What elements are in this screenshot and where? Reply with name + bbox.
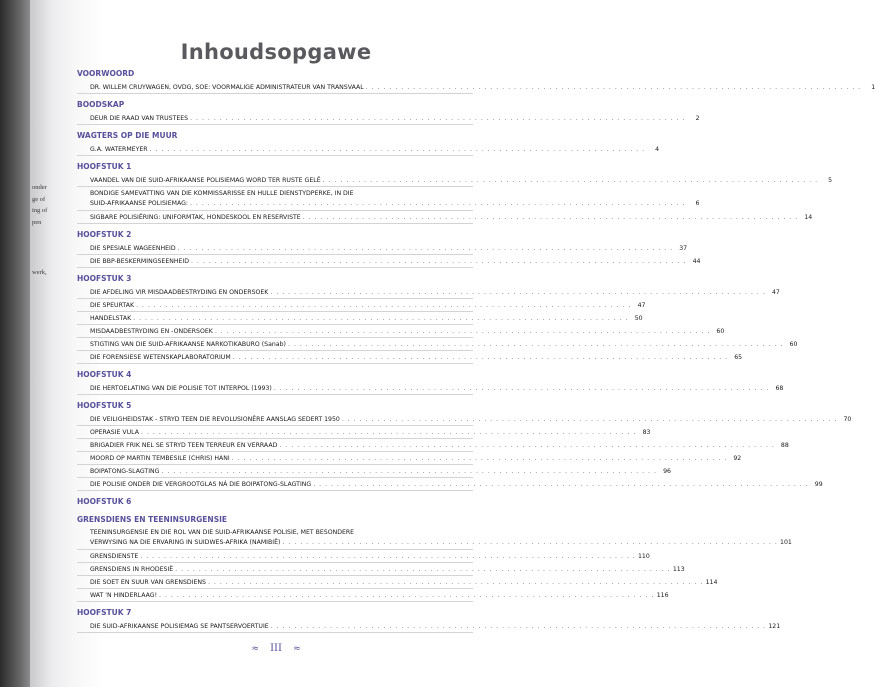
margin-fragment: onder: [32, 184, 47, 191]
entry-page-number: 101: [780, 539, 792, 546]
toc-entry: [77, 589, 669, 602]
toc-entry: [77, 143, 660, 156]
leader-dots: . . . . . . . . . . . . . . . . . . . . . . . . . . . . . . . . . . . . . . . . . . . . . . . . . . . . . . . . . . . . . . . . . . . . . . . . . . . . . . . . . . . .: [133, 314, 629, 322]
leader-dots: . . . . . . . . . . . . . . . . . . . . . . . . . . . . . . . . . . . . . . . . . . . . . . . . . . . . . . . . . . . . . . . . . . . . . . . . . . . . . . . . . . . .: [161, 467, 657, 475]
table-of-contents: [77, 66, 875, 636]
toc-entry: [77, 187, 700, 211]
entry-page-number: 83: [642, 428, 651, 436]
toc-section: [77, 605, 781, 633]
toc-entry: [77, 112, 700, 125]
entry-label: MOORD OP MARTIN TEMBESILE (CHRIS) HANI: [90, 454, 230, 462]
entry-page-number: 60: [716, 327, 725, 335]
leader-dots: . . . . . . . . . . . . . . . . . . . . . . . . . . . . . . . . . . . . . . . . . . . . . . . . . . . . . . . . . . . . . . . . . . . . . . . . . . . . . . . . . . . .: [191, 257, 687, 265]
leader-dots: . . . . . . . . . . . . . . . . . . . . . . . . . . . . . . . . . . . . . . . . . . . . . . . . . . . . . . . . . . . . . . . . . . . . . . . . . . . . . . . . . . . .: [175, 566, 671, 573]
toc-entry: [77, 439, 789, 452]
toc-entry: [77, 325, 725, 338]
entry-label: G.A. WATERMEYER: [90, 146, 148, 153]
leader-dots: . . . . . . . . . . . . . . . . . . . . . . . . . . . . . . . . . . . . . . . . . . . . . . . . . . . . . . . . . . . . . . . . . . . . . . . . . . . . . . . . . . . .: [141, 428, 637, 436]
entry-label-continued: VERWYSING NA DIE ERVARING IN SUIDWES-AFRIKA (NAMIBIË): [90, 539, 281, 546]
entry-page-number: 60: [789, 340, 798, 348]
entry-label: DIE FORENSIESE WETENSKAPLABORATORIUM: [90, 353, 231, 361]
entry-label: DIE SOET EN SUUR VAN GRENSDIENS: [90, 579, 206, 586]
page-footer: [52, 643, 500, 654]
leader-dots: . . . . . . . . . . . . . . . . . . . . . . . . . . . . . . . . . . . . . . . . . . . . . . . . . . . . . . . . . . . . . . . . . . . . . . . . . . . . . . . . . . . .: [279, 441, 775, 449]
section-heading: HOOFSTUK 6: [77, 496, 132, 506]
toc-entry: [77, 478, 823, 491]
entry-page-number: 5: [828, 177, 833, 184]
toc-entry: [77, 338, 798, 351]
entry-label: DEUR DIE RAAD VAN TRUSTEES: [90, 115, 189, 122]
entry-label: BOIPATONG-SLAGTING: [90, 467, 160, 475]
toc-entry: [77, 81, 875, 94]
toc-entry: [77, 299, 646, 312]
toc-section: [77, 97, 700, 125]
toc-entry: [77, 527, 792, 551]
entry-line-2: [90, 199, 700, 209]
entry-page-number: 110: [637, 553, 650, 560]
ornament-left-icon: ≈: [251, 644, 259, 654]
entry-label: STIGTING VAN DIE SUID-AFRIKAANSE NARKOTIKABURO (Sanab): [90, 340, 286, 348]
leader-dots: . . . . . . . . . . . . . . . . . . . . . . . . . . . . . . . . . . . . . . . . . . . . . . . . . . . . . . . . . . . . . . . . . . . . . . . . . . . . . . . . . . . .: [282, 539, 778, 546]
entry-page-number: 114: [705, 579, 718, 586]
ornament-right-icon: ≈: [293, 644, 301, 654]
section-heading: HOOFSTUK 1: [77, 162, 132, 171]
leader-dots: . . . . . . . . . . . . . . . . . . . . . . . . . . . . . . . . . . . . . . . . . . . . . . . . . . . . . . . . . . . . . . . . . . . . . . . . . . . . . . . . . . . .: [287, 340, 784, 348]
toc-entry: [77, 550, 650, 563]
toc-entry: [77, 563, 685, 576]
toc-section: [77, 512, 792, 603]
entry-page-number: 99: [814, 480, 823, 488]
leader-dots: . . . . . . . . . . . . . . . . . . . . . . . . . . . . . . . . . . . . . . . . . . . . . . . . . . . . . . . . . . . . . . . . . . . . . . . . . . . . . . . . . . . .: [207, 579, 704, 586]
leader-dots: . . . . . . . . . . . . . . . . . . . . . . . . . . . . . . . . . . . . . . . . . . . . . . . . . . . . . . . . . . . . . . . . . . . . . . . . . . . . . . . . . . . .: [341, 415, 838, 423]
toc-section: [77, 398, 852, 491]
toc-entry: [77, 620, 781, 633]
section-heading: WAGTERS OP DIE MUUR: [77, 131, 178, 140]
margin-fragment: ing of: [32, 207, 48, 214]
toc-entry: [77, 312, 643, 325]
leader-dots: . . . . . . . . . . . . . . . . . . . . . . . . . . . . . . . . . . . . . . . . . . . . . . . . . . . . . . . . . . . . . . . . . . . . . . . . . . . . . . . . . . . .: [270, 623, 767, 630]
entry-page-number: 1: [871, 84, 875, 91]
toc-section: [77, 66, 875, 94]
section-heading: BOODSKAP: [77, 100, 125, 109]
entry-page-number: 2: [695, 115, 700, 122]
leader-dots: . . . . . . . . . . . . . . . . . . . . . . . . . . . . . . . . . . . . . . . . . . . . . . . . . . . . . . . . . . . . . . . . . . . . . . . . . . . . . . . . . . . .: [270, 288, 766, 296]
toc-entry: [77, 174, 833, 187]
page-number: III: [270, 643, 282, 654]
leader-dots: . . . . . . . . . . . . . . . . . . . . . . . . . . . . . . . . . . . . . . . . . . . . . . . . . . . . . . . . . . . . . . . . . . . . . . . . . . . . . . . . . . . .: [365, 84, 862, 91]
toc-entry: [77, 351, 743, 364]
leader-dots: . . . . . . . . . . . . . . . . . . . . . . . . . . . . . . . . . . . . . . . . . . . . . . . . . . . . . . . . . . . . . . . . . . . . . . . . . . . . . . . . . . . .: [189, 199, 686, 207]
entry-page-number: 92: [733, 454, 742, 462]
section-heading: HOOFSTUK 2: [77, 229, 132, 239]
toc-entry: [77, 452, 742, 465]
entry-page-number: 37: [679, 244, 688, 252]
toc-section: [77, 271, 798, 364]
toc-entry: [77, 413, 852, 426]
entry-page-number: 14: [804, 213, 813, 221]
entry-label: VAANDEL VAN DIE SUID-AFRIKAANSE POLISIEMAG WORD TER RUSTE GELÊ: [90, 177, 321, 184]
toc-entry: [77, 426, 651, 439]
entry-label: BRIGADIER FRIK NEL SE STRYD TEEN TERREUR EN VERRAAD: [90, 441, 278, 449]
entry-label: HANDELSTAK: [90, 314, 132, 322]
entry-page-number: 65: [734, 353, 743, 361]
section-heading: HOOFSTUK 3: [77, 273, 132, 283]
toc-entry: [77, 286, 780, 299]
entry-label: DIE SPESIALE WAGEENHEID: [90, 244, 176, 252]
leader-dots: . . . . . . . . . . . . . . . . . . . . . . . . . . . . . . . . . . . . . . . . . . . . . . . . . . . . . . . . . . . . . . . . . . . . . . . . . . . . . . . . . . . .: [159, 592, 655, 599]
section-heading: VOORWOORD: [77, 69, 135, 78]
section-heading: HOOFSTUK 4: [77, 369, 132, 379]
toc-entry: [77, 242, 688, 255]
entry-page-number: 113: [672, 566, 685, 573]
margin-fragment: ge of: [32, 196, 46, 203]
leader-dots: . . . . . . . . . . . . . . . . . . . . . . . . . . . . . . . . . . . . . . . . . . . . . . . . . . . . . . . . . . . . . . . . . . . . . . . . . . . . . . . . . . . .: [322, 177, 819, 184]
entry-label: DIE SUID-AFRIKAANSE POLISIEMAG SE PANTSERVOERTUIE: [90, 623, 269, 630]
leader-dots: . . . . . . . . . . . . . . . . . . . . . . . . . . . . . . . . . . . . . . . . . . . . . . . . . . . . . . . . . . . . . . . . . . . . . . . . . . . . . . . . . . . .: [190, 115, 686, 122]
entry-label: DIE POLISIE ONDER DIE VERGROOTGLAS NÁ DIE BOIPATONG-SLAGTING: [90, 480, 312, 488]
entry-label: BONDIGE SAMEVATTING VAN DIE KOMMISSARISSE EN HULLE DIENSTYDPERKE, IN DIE: [90, 189, 354, 197]
entry-page-number: 121: [768, 623, 781, 630]
entry-label: TEENINSURGENSIE EN DIE ROL VAN DIE SUID-AFRIKAANSE POLISIE, MET BESONDERE: [90, 529, 355, 536]
entry-label: GRENSDIENSTE: [90, 553, 139, 560]
entry-label: DIE SPEURTAK: [90, 301, 134, 309]
entry-label: SIGBARE POLISIËRING: UNIFORMTAK, HONDESKOOL EN RESERVISTE: [90, 213, 301, 221]
entry-label: WAT 'N HINDERLAAG!: [90, 592, 158, 599]
entry-page-number: 6: [695, 199, 700, 207]
entry-page-number: 44: [692, 257, 701, 265]
toc-entry: [77, 576, 718, 589]
entry-page-number: 88: [780, 441, 789, 449]
entry-page-number: 70: [843, 415, 852, 423]
section-heading: GRENSDIENS EN TEENINSURGENSIE: [77, 514, 228, 524]
entry-label: DIE AFDELING VIR MISDAADBESTRYDING EN ONDERSOEK: [90, 288, 269, 296]
margin-fragment: werk,: [32, 269, 47, 276]
entry-page-number: 68: [775, 384, 784, 392]
toc-section: [77, 128, 660, 156]
toc-section: [77, 494, 473, 509]
section-heading: HOOFSTUK 7: [77, 608, 132, 617]
margin-fragment: pen: [32, 219, 42, 226]
entry-label: OPERASIE VULA: [90, 428, 140, 436]
entry-label: DIE VEILIGHEIDSTAK - STRYD TEEN DIE REVOLUSIONÊRE AANSLAG SEDERT 1950: [90, 415, 340, 423]
entry-label: DR. WILLEM CRUYWAGEN, OVDG, SOE: VOORMALIGE ADMINISTRATEUR VAN TRANSVAAL: [90, 84, 364, 91]
entry-line-2: [90, 538, 792, 548]
entry-label: GRENSDIENS IN RHODESIË: [90, 566, 174, 573]
leader-dots: . . . . . . . . . . . . . . . . . . . . . . . . . . . . . . . . . . . . . . . . . . . . . . . . . . . . . . . . . . . . . . . . . . . . . . . . . . . . . . . . . . . .: [177, 244, 674, 252]
leader-dots: . . . . . . . . . . . . . . . . . . . . . . . . . . . . . . . . . . . . . . . . . . . . . . . . . . . . . . . . . . . . . . . . . . . . . . . . . . . . . . . . . . . .: [313, 480, 809, 488]
leader-dots: . . . . . . . . . . . . . . . . . . . . . . . . . . . . . . . . . . . . . . . . . . . . . . . . . . . . . . . . . . . . . . . . . . . . . . . . . . . . . . . . . . . .: [149, 146, 646, 153]
section-heading: HOOFSTUK 5: [77, 400, 132, 410]
entry-page-number: 116: [656, 592, 669, 599]
toc-section: [77, 227, 701, 268]
entry-label: DIE HERTOELATING VAN DIE POLISIE TOT INTERPOL (1993): [90, 384, 272, 392]
entry-label-continued: SUID-AFRIKAANSE POLISIEMAG:: [90, 199, 188, 207]
entry-page-number: 50: [634, 314, 643, 322]
entry-page-number: 4: [655, 146, 660, 153]
leader-dots: . . . . . . . . . . . . . . . . . . . . . . . . . . . . . . . . . . . . . . . . . . . . . . . . . . . . . . . . . . . . . . . . . . . . . . . . . . . . . . . . . . . .: [273, 384, 770, 392]
entry-page-number: 96: [663, 467, 671, 475]
previous-page-edge: [30, 0, 52, 687]
entry-label: DIE BBP-BESKERMINGSEENHEID: [90, 257, 190, 265]
leader-dots: . . . . . . . . . . . . . . . . . . . . . . . . . . . . . . . . . . . . . . . . . . . . . . . . . . . . . . . . . . . . . . . . . . . . . . . . . . . . . . . . . . . .: [136, 301, 632, 309]
toc-section: [77, 159, 833, 224]
toc-entry: [77, 382, 784, 395]
toc-entry: [77, 255, 701, 268]
entry-page-number: 47: [771, 288, 780, 296]
leader-dots: . . . . . . . . . . . . . . . . . . . . . . . . . . . . . . . . . . . . . . . . . . . . . . . . . . . . . . . . . . . . . . . . . . . . . . . . . . . . . . . . . . . .: [140, 553, 636, 560]
toc-section: [77, 367, 784, 395]
toc-entry: [77, 465, 671, 478]
page-title: Inhoudsopgawe: [180, 40, 372, 64]
book-spine: [0, 0, 30, 687]
leader-dots: . . . . . . . . . . . . . . . . . . . . . . . . . . . . . . . . . . . . . . . . . . . . . . . . . . . . . . . . . . . . . . . . . . . . . . . . . . . . . . . . . . . .: [302, 213, 799, 221]
entry-page-number: 47: [637, 301, 646, 309]
leader-dots: . . . . . . . . . . . . . . . . . . . . . . . . . . . . . . . . . . . . . . . . . . . . . . . . . . . . . . . . . . . . . . . . . . . . . . . . . . . . . . . . . . . .: [214, 327, 711, 335]
toc-entry: [77, 211, 813, 224]
leader-dots: . . . . . . . . . . . . . . . . . . . . . . . . . . . . . . . . . . . . . . . . . . . . . . . . . . . . . . . . . . . . . . . . . . . . . . . . . . . . . . . . . . . .: [231, 454, 728, 462]
leader-dots: . . . . . . . . . . . . . . . . . . . . . . . . . . . . . . . . . . . . . . . . . . . . . . . . . . . . . . . . . . . . . . . . . . . . . . . . . . . . . . . . . . . .: [232, 353, 729, 361]
entry-label: MISDAADBESTRYDING EN -ONDERSOEK: [90, 327, 213, 335]
